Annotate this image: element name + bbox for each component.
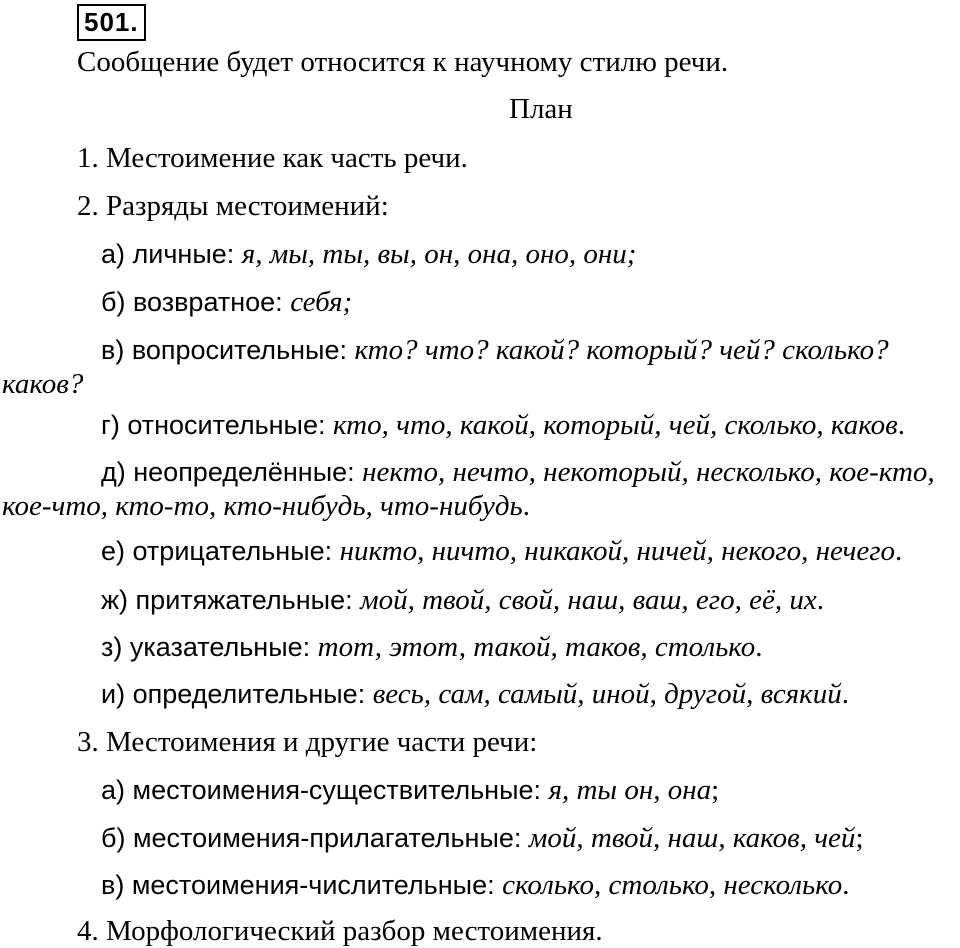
item-examples: никто, ничто, никакой, ничей, некого, нечего: [339, 535, 896, 567]
plan-item: [77, 141, 468, 175]
plan-item: [77, 914, 603, 948]
item-examples: мой, твой, свой, наш, ваш, его, её, их: [360, 584, 817, 616]
plan-subitem: [101, 583, 824, 617]
plan-subitem: [101, 773, 719, 807]
item-tail: .: [755, 631, 763, 663]
item-label: а) местоимения-существительные:: [101, 775, 549, 805]
plan-subitem: [101, 868, 849, 902]
item-examples: мой, твой, наш, каков, чей: [528, 822, 856, 854]
item-label: г) относительные:: [101, 410, 333, 440]
plan-subitem: [101, 630, 763, 664]
plan-subitem-continuation: [2, 489, 530, 523]
plan-subitem: [101, 408, 905, 442]
item-examples: кто, что, какой, который, чей, сколько, каков: [332, 409, 898, 441]
plan-subitem: [101, 534, 902, 568]
item-examples: себя;: [290, 286, 353, 318]
item-tail: .: [841, 678, 849, 710]
item-label: б) местоимения-прилагательные:: [101, 823, 529, 853]
item-examples: тот, этот, такой, таков, столько: [317, 631, 756, 663]
plan-subitem: [101, 285, 352, 319]
item-label: з) указательные:: [101, 632, 318, 662]
item-tail: .: [897, 409, 905, 441]
item-label: и) определительные:: [101, 679, 373, 709]
plan-item: [77, 725, 537, 759]
item-label: в) вопросительные:: [101, 335, 355, 365]
item-label: 2. Разряды местоимений:: [77, 190, 389, 222]
item-examples: кое-что, кто-то, кто-нибудь, что-нибудь: [2, 490, 523, 522]
item-label: ж) притяжательные:: [101, 585, 361, 615]
item-label: а) личные:: [101, 239, 242, 269]
item-tail: ;: [855, 822, 864, 854]
item-examples: кто? что? какой? который? чей? сколько?: [354, 334, 889, 366]
item-examples: некто, нечто, некоторый, несколько, кое-кто,: [362, 456, 935, 488]
item-label: д) неопределённые:: [101, 457, 363, 487]
exercise-number: 501.: [77, 4, 146, 41]
plan-subitem: [101, 333, 889, 367]
item-label: б) возвратное:: [101, 287, 291, 317]
item-tail: .: [895, 535, 903, 567]
item-examples: весь, сам, самый, иной, другой, всякий: [372, 678, 842, 710]
item-tail: .: [816, 584, 824, 616]
item-examples: сколько, столько, несколько: [502, 869, 843, 901]
item-label: 4. Морфологический разбор местоимения.: [77, 915, 603, 947]
item-label: 3. Местоимения и другие части речи:: [77, 726, 538, 758]
item-tail: .: [522, 490, 530, 522]
item-examples: каков?: [2, 368, 84, 400]
plan-subitem: [101, 677, 849, 711]
item-label: е) отрицательные:: [101, 536, 340, 566]
item-tail: ;: [711, 774, 720, 806]
plan-subitem-continuation: [2, 367, 83, 401]
item-label: 1. Местоимение как часть речи.: [77, 142, 468, 174]
plan-subitem: [101, 455, 935, 489]
intro-text: Сообщение будет относится к научному стилю речи.: [77, 46, 729, 78]
plan-title: План: [509, 93, 573, 125]
plan-item: [77, 189, 389, 223]
item-examples: я, мы, ты, вы, он, она, оно, они;: [241, 238, 637, 270]
plan-subitem: [101, 237, 636, 271]
plan-subitem: [101, 821, 864, 855]
item-tail: .: [842, 869, 850, 901]
item-examples: я, ты он, она: [548, 774, 712, 806]
item-label: в) местоимения-числительные:: [101, 870, 503, 900]
